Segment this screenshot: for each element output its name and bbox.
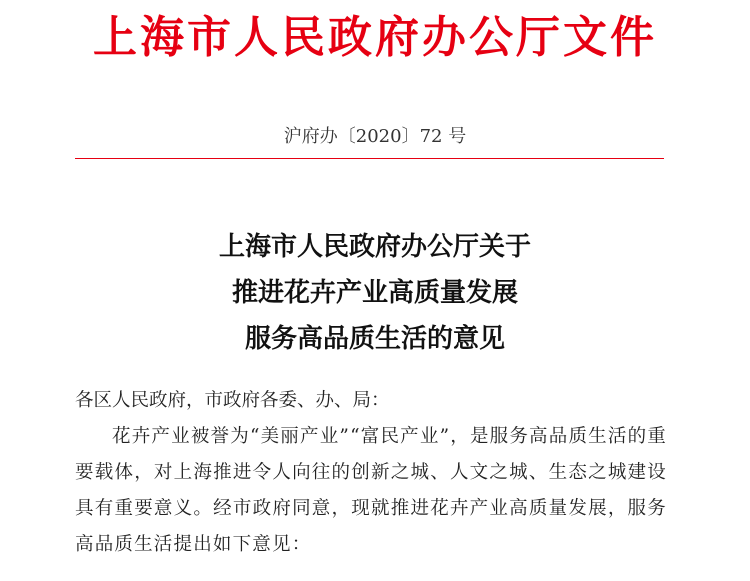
document-masthead: 上海市人民政府办公厅文件	[93, 12, 657, 63]
red-divider-line	[75, 158, 664, 159]
title-line: 推进花卉产业高质量发展	[231, 278, 518, 308]
title-line: 上海市人民政府办公厅关于	[218, 232, 531, 262]
title-line: 服务高品质生活的意见	[244, 324, 505, 354]
document-title	[0, 224, 750, 362]
document-number: 沪府办〔2020〕72 号	[283, 126, 467, 147]
document-body	[75, 383, 667, 563]
body-paragraph: 花卉产业被誉为“美丽产业”“富民产业”，是服务高品质生活的重要载体，对上海推进令人向往的创新之城、人文之城、生态之城建设具有重要意义。经市政府同意，现就推进花卉产业高质量发展，服务高品质生活提出如下意见：	[75, 426, 667, 555]
salutation: 各区人民政府，市政府各委、办、局：	[75, 390, 390, 411]
